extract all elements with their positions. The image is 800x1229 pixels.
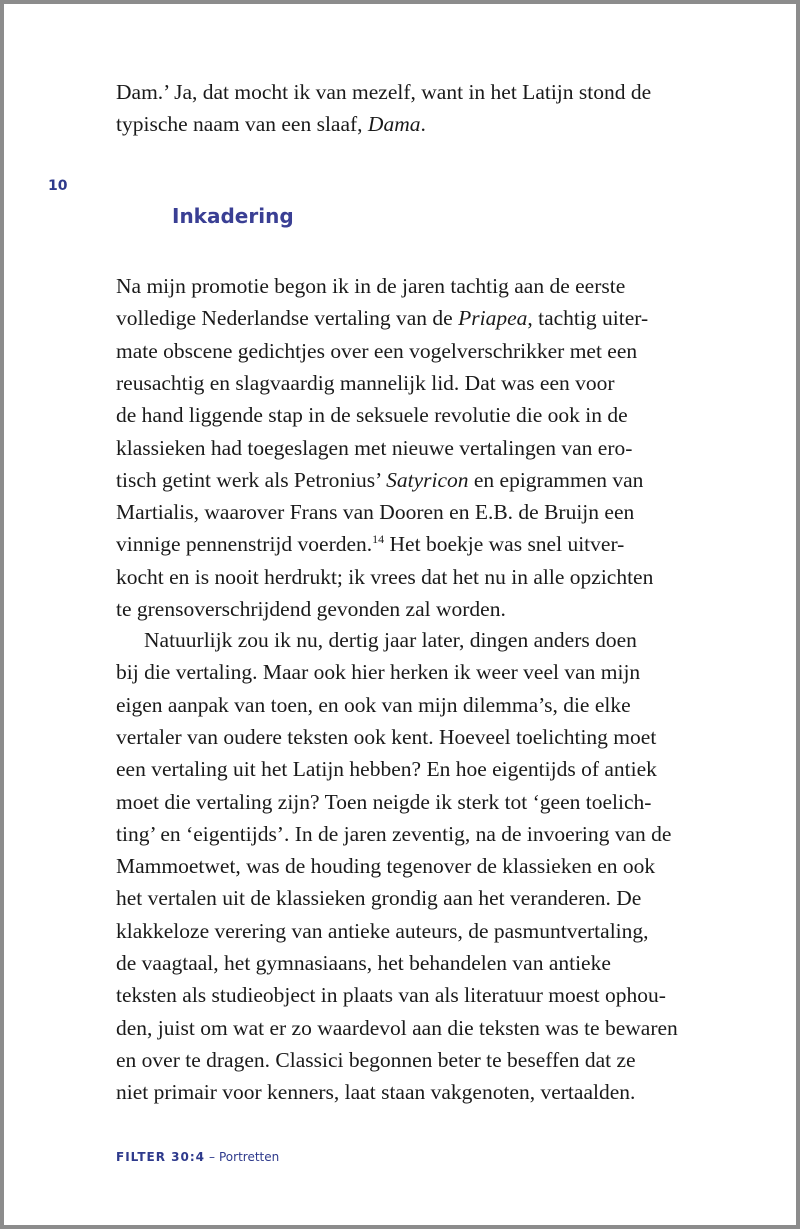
text-line — [116, 76, 651, 108]
text-line — [116, 721, 656, 753]
text-run: Dam.’ Ja, dat mocht ik van mezelf, want in het Latijn stond de — [116, 80, 652, 104]
text-run: niet primair voor kenners, laat staan vakgenoten, vertaalden. — [116, 1080, 636, 1105]
italic-title: Satyricon — [386, 467, 469, 492]
text-run: klakkeloze verering van antieke auteurs, de pasmuntvertaling, — [116, 918, 649, 943]
text-line — [116, 528, 624, 560]
text-line — [116, 335, 637, 367]
text-run: bij die vertaling. Maar ook hier herken ik weer veel van mijn — [116, 660, 641, 685]
text-run: Natuurlijk zou ik nu, dertig jaar later, dingen anders doen — [144, 628, 637, 652]
text-run: volledige Nederlandse vertaling van de — [116, 306, 459, 331]
text-run: , tachtig uiter- — [527, 306, 649, 331]
text-line — [116, 882, 641, 914]
text-line — [116, 947, 611, 979]
footer-separator: – — [208, 1150, 215, 1164]
text-line — [116, 753, 657, 785]
text-line — [116, 1076, 635, 1108]
text-run: Na mijn promotie begon ik in de jaren tachtig aan de eerste — [116, 274, 626, 298]
text-run: kocht en is nooit herdrukt; ik vrees dat het nu in alle opzichten — [116, 564, 654, 589]
text-line — [116, 464, 643, 496]
text-run: typische naam van een slaaf, — [116, 112, 368, 137]
text-run: reusachtig en slagvaardig mannelijk lid. Dat was een voor — [116, 370, 615, 395]
italic-title: Dama — [367, 112, 421, 137]
text-line — [116, 979, 666, 1011]
footer-section: Portretten — [218, 1150, 280, 1164]
text-run: den, juist om wat er zo waardevol aan die teksten was te bewaren — [116, 1015, 678, 1040]
text-line — [116, 915, 649, 947]
italic-title: Priapea — [458, 306, 528, 331]
text-line — [116, 689, 631, 721]
text-run: en over te dragen. Classici begonnen beter te beseffen dat ze — [116, 1047, 636, 1072]
text-line — [116, 561, 653, 593]
text-run: te grensoverschrijdend gevonden zal worden. — [116, 597, 506, 621]
text-run: mate obscene gedichtjes over een vogelverschrikker met een — [116, 338, 638, 363]
text-run: ting’ en ‘eigentijds’. In de jaren zeventig, na de invoering van de — [116, 821, 672, 846]
text-run: en epigrammen van — [468, 467, 644, 492]
text-run: vinnige pennenstrijd voerden. — [116, 532, 373, 557]
page-number: 10 — [48, 178, 68, 194]
text-line — [116, 1044, 636, 1076]
text-line — [116, 1012, 678, 1044]
text-line — [116, 656, 640, 688]
text-run: het vertalen uit de klassieken grondig aan het veranderen. De — [116, 886, 642, 911]
text-run: eigen aanpak van toen, en ook van mijn dilemma’s, die elke — [116, 692, 631, 717]
footnote-ref: 14 — [372, 532, 385, 547]
text-run: Het boekje was snel uitver- — [384, 532, 625, 557]
text-line — [116, 496, 634, 528]
footer — [116, 1150, 279, 1164]
text-run: de hand liggende stap in de seksuele revolutie die ook in de — [116, 403, 628, 428]
text-run: de vaagtaal, het gymnasiaans, het behandelen van antieke — [116, 951, 611, 975]
footer-journal: FILTER 30:4 — [116, 1150, 205, 1164]
text-line — [116, 367, 615, 399]
text-run: . — [420, 112, 426, 137]
text-run: teksten als studieobject in plaats van als literatuur moest ophou- — [116, 983, 666, 1008]
text-line — [116, 399, 628, 431]
text-line — [116, 432, 632, 464]
text-run: moet die vertaling zijn? Toen neigde ik sterk tot ‘geen toelich- — [116, 789, 652, 814]
text-run: een vertaling uit het Latijn hebben? En hoe eigentijds of antiek — [116, 757, 657, 782]
text-run: Mammoetwet, was de houding tegenover de klassieken en ook — [116, 854, 656, 879]
text-run: klassieken had toegeslagen met nieuwe vertalingen van ero- — [116, 435, 633, 460]
text-line — [116, 786, 651, 818]
text-line — [116, 270, 625, 302]
text-run: tisch getint werk als Petronius’ — [116, 467, 387, 492]
text-run: Martialis, waarover Frans van Dooren en E.B. de Bruijn een — [116, 500, 635, 525]
section-heading: Inkadering — [172, 204, 294, 228]
text-line — [116, 818, 671, 850]
text-line — [116, 108, 426, 140]
text-line — [116, 302, 648, 334]
text-line — [144, 624, 637, 656]
text-line — [116, 850, 655, 882]
text-line — [116, 593, 506, 625]
text-run: vertaler van oudere teksten ook kent. Hoeveel toelichting moet — [116, 724, 657, 749]
